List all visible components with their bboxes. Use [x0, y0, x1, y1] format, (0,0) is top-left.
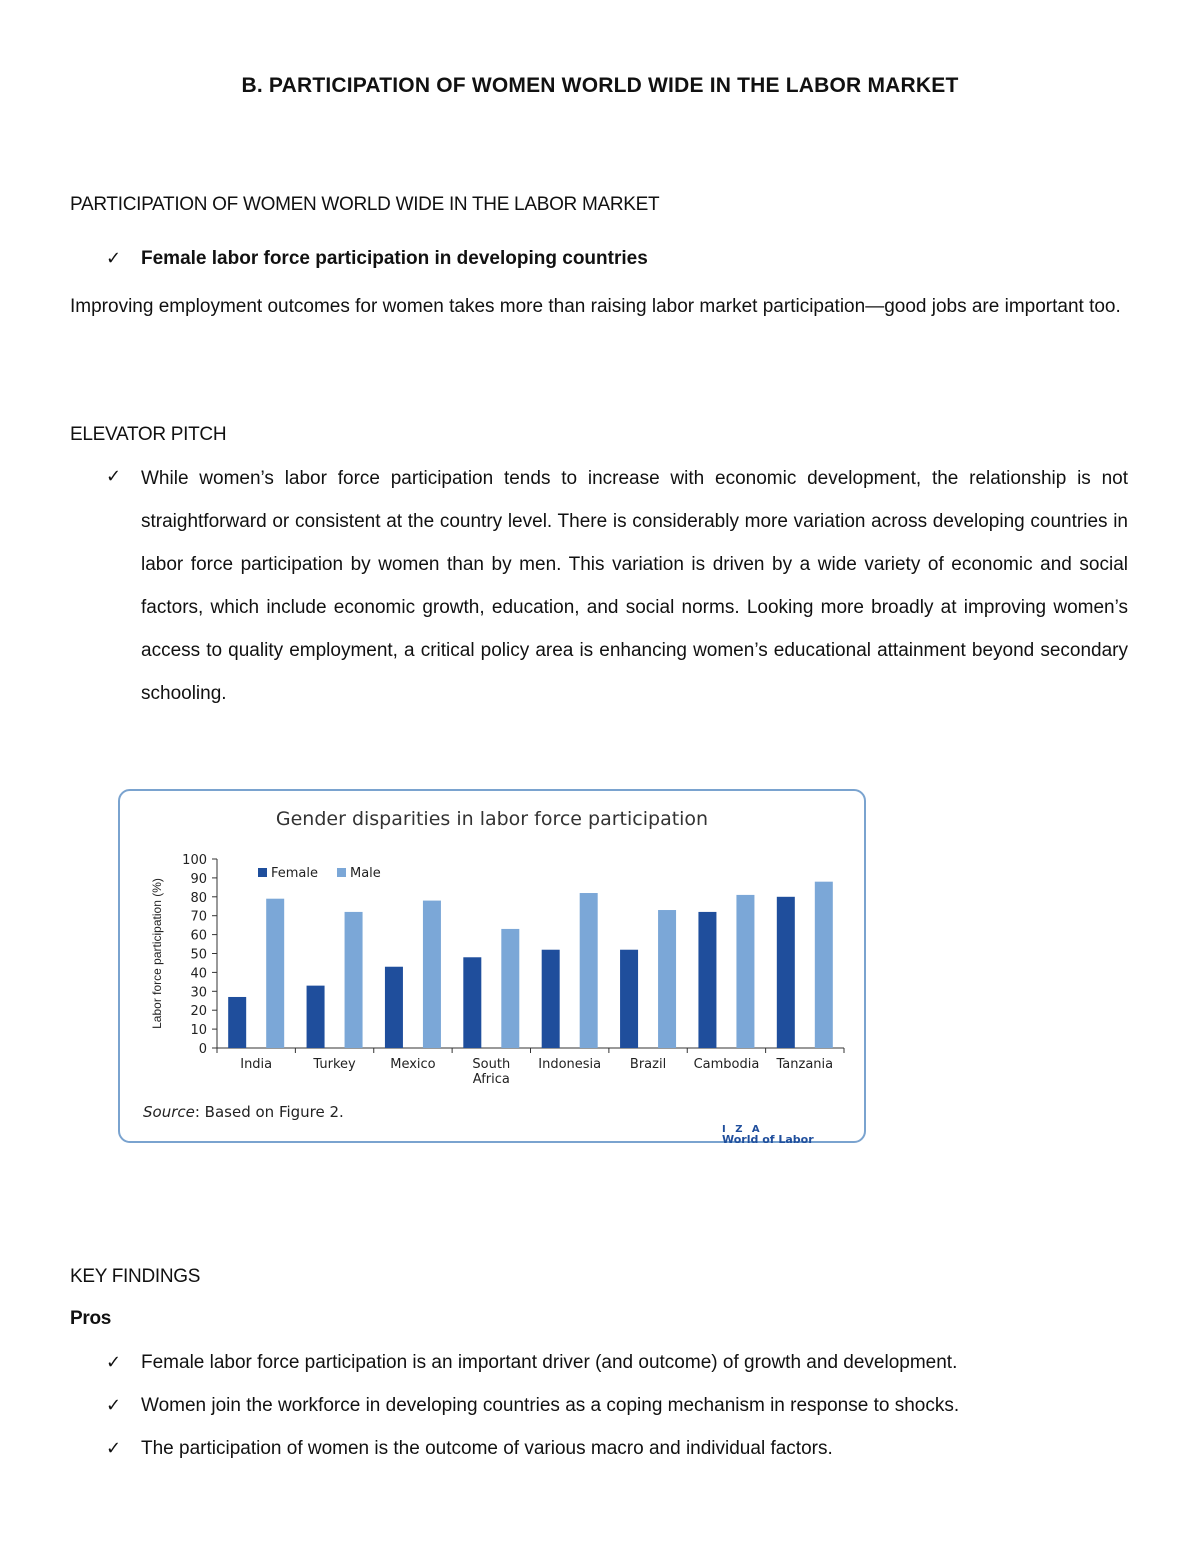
y-tick-label: 60	[190, 928, 207, 944]
legend-swatch-female	[258, 868, 267, 877]
y-tick-label: 20	[190, 1004, 207, 1020]
check-icon: ✓	[106, 1352, 122, 1373]
checklist-item	[106, 248, 648, 270]
bar-female	[385, 967, 403, 1048]
legend-label: Female	[271, 866, 319, 881]
bar-male	[423, 901, 441, 1048]
y-tick-label: 100	[182, 853, 207, 868]
bar-female	[542, 950, 560, 1048]
x-tick-label: India	[240, 1057, 273, 1072]
bar-chart	[118, 789, 866, 1143]
x-tick-label: Turkey	[313, 1057, 356, 1072]
key-findings-heading: KEY FINDINGS	[70, 1266, 201, 1287]
check-icon: ✓	[106, 1438, 122, 1459]
y-tick-label: 30	[190, 985, 207, 1001]
x-tick-label: Indonesia	[538, 1057, 602, 1072]
source-label: Source	[143, 1103, 195, 1121]
check-icon: ✓	[106, 248, 122, 269]
bar-male	[736, 895, 754, 1048]
check-icon: ✓	[106, 466, 122, 487]
section-heading: PARTICIPATION OF WOMEN WORLD WIDE IN THE LABOR MARKET	[70, 194, 660, 215]
legend-label: Male	[350, 866, 381, 881]
intro-paragraph: Improving employment outcomes for women takes more than raising labor market participation—good jobs are important too.	[70, 296, 1121, 317]
x-tick-label: Africa	[472, 1072, 510, 1087]
x-tick-label: South	[472, 1057, 511, 1072]
bar-female	[698, 912, 716, 1048]
logo-iza: I Z A	[722, 1124, 763, 1135]
y-tick-label: 0	[198, 1042, 207, 1057]
pros-item	[106, 1352, 957, 1374]
bar-male	[345, 912, 363, 1048]
pros-item	[106, 1438, 833, 1460]
x-tick-label: Tanzania	[776, 1057, 834, 1072]
bar-male	[580, 893, 598, 1048]
pros-heading: Pros	[70, 1308, 112, 1329]
bar-female	[228, 997, 246, 1048]
page-title: B. PARTICIPATION OF WOMEN WORLD WIDE IN THE LABOR MARKET	[241, 74, 959, 97]
pros-item	[106, 1395, 959, 1417]
check-icon: ✓	[106, 1395, 122, 1416]
logo-world-of-labor: World of Labor	[722, 1133, 814, 1143]
chart-title: Gender disparities in labor force participation	[275, 808, 709, 830]
y-tick-label: 70	[190, 909, 207, 925]
bar-male	[815, 882, 833, 1048]
elevator-pitch-text: While women’s labor force participation tends to increase with economic development, the relationship is not straightforward or consistent at the country level. There is considerably more variation across developing countries in labor force participation by women than by men. This variation is driven by a wide variety of economic and social factors, which include economic growth, education, and social norms. Looking more broadly at improving women’s access to quality employment, a critical policy area is enhancing women’s educational attainment beyond secondary schooling.	[141, 468, 1128, 704]
y-tick-label: 80	[190, 890, 207, 906]
x-tick-label: Cambodia	[693, 1057, 760, 1072]
bar-male	[266, 899, 284, 1048]
y-tick-label: 90	[190, 871, 207, 887]
checklist-item-label: Female labor force participation in developing countries	[141, 248, 648, 269]
x-tick-label: Brazil	[629, 1057, 667, 1072]
elevator-pitch-heading: ELEVATOR PITCH	[70, 424, 227, 445]
bar-male	[658, 910, 676, 1048]
y-tick-label: 10	[190, 1023, 207, 1039]
pros-item-label: Women join the workforce in developing countries as a coping mechanism in response to shocks.	[141, 1395, 960, 1416]
bar-male	[501, 929, 519, 1048]
y-tick-label: 50	[190, 947, 207, 963]
legend-swatch-male	[337, 868, 346, 877]
bar-female	[307, 986, 325, 1048]
y-tick-label: 40	[190, 966, 207, 982]
bar-female	[620, 950, 638, 1048]
pros-item-label: The participation of women is the outcome of various macro and individual factors.	[141, 1438, 833, 1459]
chart-source-note	[143, 1103, 344, 1121]
pros-item-label: Female labor force participation is an important driver (and outcome) of growth and development.	[141, 1352, 958, 1373]
source-text: : Based on Figure 2.	[194, 1103, 344, 1121]
bar-female	[777, 897, 795, 1048]
bar-female	[463, 957, 481, 1048]
x-tick-label: Mexico	[390, 1057, 436, 1072]
y-axis-label: Labor force participation (%)	[150, 878, 164, 1029]
